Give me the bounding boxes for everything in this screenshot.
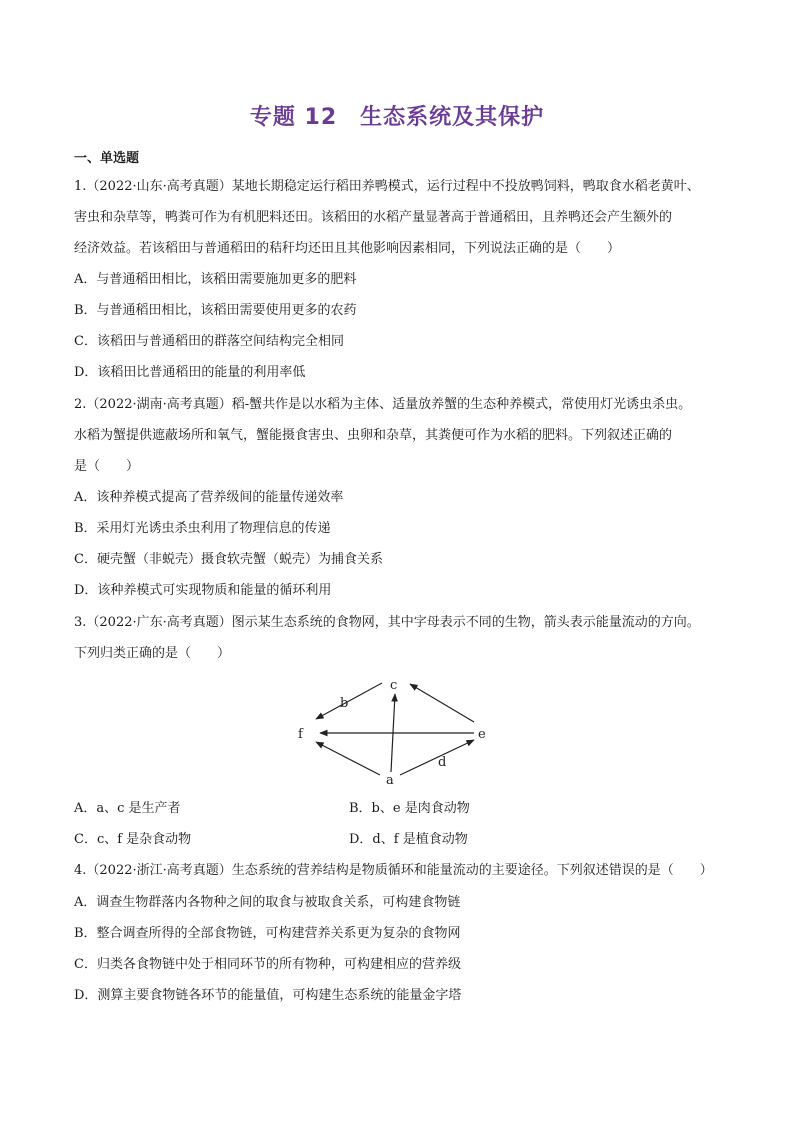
question-2-option-b: B．采用灯光诱虫杀虫利用了物理信息的传递 [74,521,331,536]
node-f: f [298,727,303,742]
question-2-option-a: A．该种养模式提高了营养级间的能量传递效率 [74,490,344,505]
arrow-c-to-f [316,683,382,719]
node-b: b [340,696,349,711]
arrow-a-to-e [400,740,474,775]
question-4-option-a: A．调查生物群落内各物种之间的取食与被取食关系，可构建食物链 [74,895,461,910]
food-web-diagram [290,672,500,792]
question-1-line-3: 经济效益。若该稻田与普通稻田的秸秆均还田且其他影响因素相同，下列说法正确的是（ ） [74,241,621,256]
question-1-option-a: A．与普通稻田相比，该稻田需要施加更多的肥料 [74,272,357,287]
node-c: c [390,678,398,693]
question-3-option-a: A．a、c 是生产者 [74,801,181,816]
arrow-a-to-f [316,742,380,775]
question-2-option-d: D．该种养模式可实现物质和能量的循环利用 [74,583,332,598]
arrow-e-to-c [410,684,474,722]
question-3-option-c: C．c、f 是杂食动物 [74,832,192,847]
section-heading: 一、单选题 [74,151,140,166]
node-e: e [478,727,486,742]
page-title: 专题 12 生态系统及其保护 [249,105,545,130]
question-3-line-2: 下列归类正确的是（ ） [74,646,231,661]
question-1-option-b: B．与普通稻田相比，该稻田需要使用更多的农药 [74,303,357,318]
question-4-option-d: D．测算主要食物链各环节的能量值，可构建生态系统的能量金字塔 [74,988,462,1003]
node-d: d [438,755,447,770]
question-1-option-d: D．该稻田比普通稻田的能量的利用率低 [74,365,306,380]
question-4-option-b: B．整合调查所得的全部食物链，可构建营养关系更为复杂的食物网 [74,926,461,941]
question-1-line-2: 害虫和杂草等，鸭粪可作为有机肥料还田。该稻田的水稻产量显著高于普通稻田，且养鸭还会产生额外的 [74,210,673,225]
question-2-line-2: 水稻为蟹提供遮蔽场所和氧气，蟹能摄食害虫、虫卵和杂草，其粪便可作为水稻的肥料。下列叙述正确的 [74,428,673,443]
question-1-line-1: 1.（2022·山东·高考真题）某地长期稳定运行稻田养鸭模式，运行过程中不投放鸭饲料，鸭取食水稻老黄叶、 [74,179,700,194]
question-3-line-1: 3.（2022·广东·高考真题）图示某生态系统的食物网，其中字母表示不同的生物，箭头表示能量流动的方向。 [74,615,700,630]
question-2-option-c: C．硬壳蟹（非蜕壳）摄食软壳蟹（蜕壳）为捕食关系 [74,552,383,567]
question-4-option-c: C．归类各食物链中处于相同环节的所有物种，可构建相应的营养级 [74,957,461,972]
question-2-line-1: 2.（2022·湖南·高考真题）稻-蟹共作是以水稻为主体、适量放养蟹的生态种养模式，常使用灯光诱虫杀虫。 [74,397,692,412]
question-2-line-3: 是（ ） [74,459,140,474]
question-1-option-c: C．该稻田与普通稻田的群落空间结构完全相同 [74,334,344,349]
question-3-option-b: B．b、e 是肉食动物 [349,801,470,816]
question-3-option-d: D．d、f 是植食动物 [349,832,468,847]
question-4-line-1: 4.（2022·浙江·高考真题）生态系统的营养结构是物质循环和能量流动的主要途径。下列叙述错误的是（ ） [74,863,713,878]
node-a: a [386,773,394,788]
